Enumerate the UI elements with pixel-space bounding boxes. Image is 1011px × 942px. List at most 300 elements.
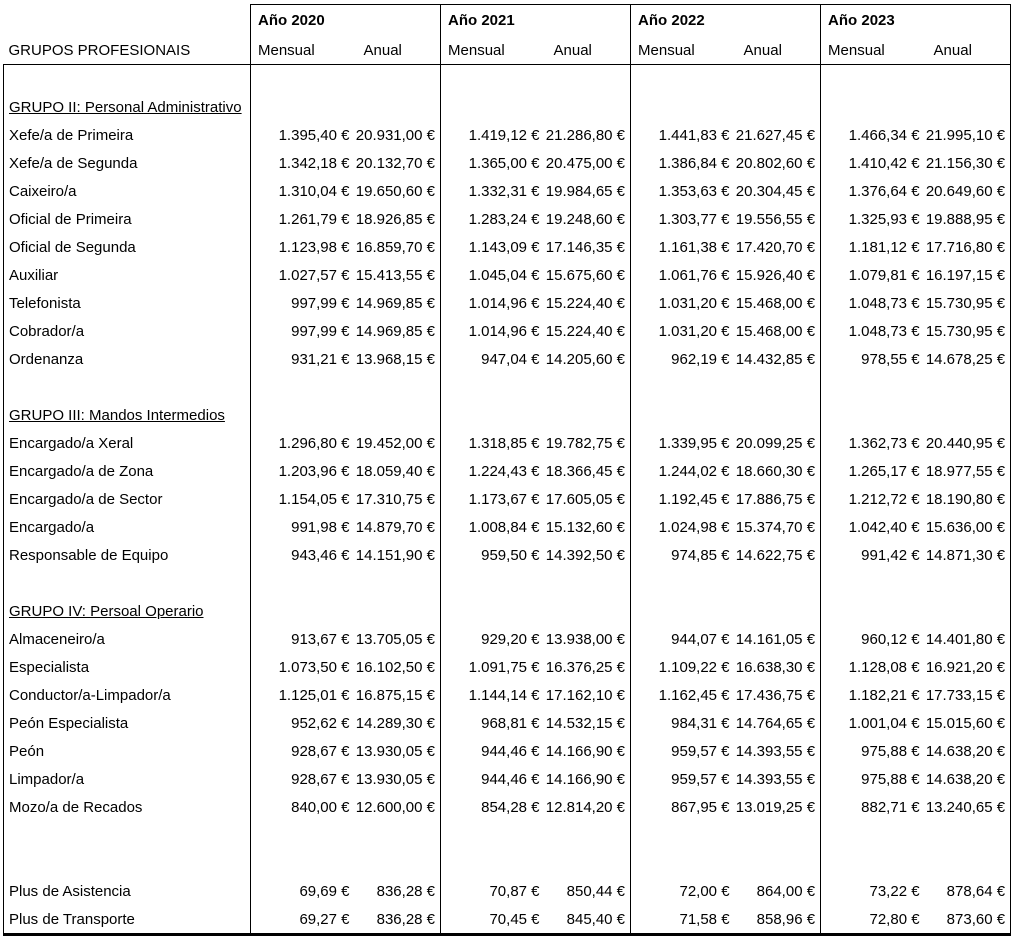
salary-value: 15.374,70 €: [735, 518, 816, 536]
salary-value: [925, 569, 1011, 597]
group-title: GRUPO IV: Persoal Operario: [9, 602, 204, 620]
table-row: [4, 541, 1011, 569]
salary-value: 14.969,85 €: [355, 322, 436, 340]
salary-value: 21.627,45 €: [735, 126, 816, 144]
salary-value: 14.638,20 €: [925, 765, 1011, 793]
salary-value: [251, 93, 355, 121]
row-label: Encargado/a Xeral: [4, 429, 251, 457]
row-label: Plus de Asistencia: [4, 877, 251, 905]
salary-value: 1.419,12 €: [441, 121, 545, 149]
salary-value: 19.650,60 €: [355, 182, 436, 200]
salary-value: 968,81 €: [441, 709, 545, 737]
row-label: Oficial de Primeira: [4, 205, 251, 233]
salary-value: 14.879,70 €: [355, 518, 436, 536]
row-label: Limpador/a: [4, 765, 251, 793]
salary-value: [925, 597, 1011, 625]
salary-value: 944,46 €: [441, 765, 545, 793]
salary-value: 14.393,55 €: [735, 742, 816, 760]
row-label: [4, 373, 251, 401]
salary-value: [631, 401, 735, 429]
salary-value: [821, 821, 925, 849]
table-row: [4, 709, 1011, 737]
corner-cell: [4, 5, 251, 37]
salary-value: [925, 65, 1011, 94]
salary-value: 17.886,75 €: [735, 490, 816, 508]
salary-value: [545, 569, 631, 597]
spacer-row: [4, 821, 1011, 849]
year-header-2023: Año 2023: [821, 5, 1011, 37]
salary-value: 882,71 €: [821, 793, 925, 821]
row-label: Encargado/a: [4, 513, 251, 541]
salary-value: 70,87 €: [441, 877, 545, 905]
salary-value: 16.197,15 €: [925, 261, 1011, 289]
salary-value: 1.342,18 €: [251, 149, 355, 177]
salary-value: 14.393,55 €: [735, 770, 816, 788]
table-row: [4, 457, 1011, 485]
salary-value: 14.151,90 €: [355, 546, 436, 564]
salary-value: 21.156,30 €: [925, 149, 1011, 177]
salary-value: 15.413,55 €: [355, 266, 436, 284]
salary-value: 1.339,95 €: [631, 429, 735, 457]
salary-value: [251, 597, 355, 625]
salary-value: 20.475,00 €: [545, 154, 626, 172]
salary-value: [545, 373, 631, 401]
spacer-row: [4, 65, 1011, 94]
salary-value: 15.636,00 €: [925, 513, 1011, 541]
salary-value: 14.166,90 €: [545, 770, 626, 788]
salary-value: 13.968,15 €: [355, 350, 436, 368]
salary-value: 14.622,75 €: [735, 546, 816, 564]
col-header-anual: Anual: [355, 36, 441, 65]
year-header-2021: Año 2021: [441, 5, 631, 37]
salary-value: 959,57 €: [631, 765, 735, 793]
salary-value: 1.318,85 €: [441, 429, 545, 457]
salary-value: 14.161,05 €: [735, 630, 816, 648]
row-label: Responsable de Equipo: [4, 541, 251, 569]
salary-value: 13.705,05 €: [355, 630, 436, 648]
salary-value: [925, 401, 1011, 429]
table-row: [4, 765, 1011, 793]
salary-value: 16.875,15 €: [355, 686, 436, 704]
salary-value: 14.289,30 €: [355, 714, 436, 732]
salary-value: [735, 597, 821, 625]
salary-value: 1.123,98 €: [251, 233, 355, 261]
group-title: GRUPO II: Personal Administrativo: [9, 98, 242, 116]
salary-value: 21.286,80 €: [545, 126, 626, 144]
salary-value: 13.938,00 €: [545, 630, 626, 648]
row-label: [4, 65, 251, 94]
salary-value: [441, 65, 545, 94]
salary-value: 867,95 €: [631, 793, 735, 821]
salary-value: 20.931,00 €: [355, 126, 436, 144]
salary-value: 1.303,77 €: [631, 205, 735, 233]
col-header-anual: Anual: [545, 36, 631, 65]
salary-value: 1.144,14 €: [441, 681, 545, 709]
row-label: Ordenanza: [4, 345, 251, 373]
salary-value: 1.173,67 €: [441, 485, 545, 513]
salary-value: [545, 93, 631, 121]
salary-value: [925, 849, 1011, 877]
salary-value: 1.014,96 €: [441, 317, 545, 345]
salary-value: 1.061,76 €: [631, 261, 735, 289]
salary-value: 70,45 €: [441, 905, 545, 935]
salary-value: 1.125,01 €: [251, 681, 355, 709]
salary-value: 1.362,73 €: [821, 429, 925, 457]
salary-value: 18.366,45 €: [545, 462, 626, 480]
table-row: [4, 121, 1011, 149]
salary-value: 913,67 €: [251, 625, 355, 653]
salary-value: 1.182,21 €: [821, 681, 925, 709]
salary-value: [251, 569, 355, 597]
salary-value: [821, 373, 925, 401]
salary-value: 1.224,43 €: [441, 457, 545, 485]
row-label: [4, 569, 251, 597]
salary-value: [251, 401, 355, 429]
row-label: Oficial de Segunda: [4, 233, 251, 261]
salary-value: 17.716,80 €: [925, 233, 1011, 261]
salary-value: 864,00 €: [756, 882, 816, 900]
salary-value: [735, 401, 821, 429]
spacer-row: [4, 373, 1011, 401]
salary-value: 17.605,05 €: [545, 490, 626, 508]
table-row: [4, 905, 1011, 935]
salary-value: 14.205,60 €: [545, 350, 626, 368]
salary-value: 1.008,84 €: [441, 513, 545, 541]
salary-value: 18.059,40 €: [355, 462, 436, 480]
salary-value: 962,19 €: [631, 345, 735, 373]
col-header-anual: Anual: [925, 36, 1011, 65]
salary-value: [441, 401, 545, 429]
table-row: [4, 261, 1011, 289]
salary-value: 1.031,20 €: [631, 289, 735, 317]
row-label: Xefe/a de Segunda: [4, 149, 251, 177]
row-label: Peón Especialista: [4, 709, 251, 737]
salary-value: [441, 373, 545, 401]
salary-value: 72,00 €: [631, 877, 735, 905]
salary-value: 1.283,24 €: [441, 205, 545, 233]
row-label: Almaceneiro/a: [4, 625, 251, 653]
salary-value: 1.376,64 €: [821, 177, 925, 205]
salary-value: 929,20 €: [441, 625, 545, 653]
salary-value: 20.304,45 €: [735, 182, 816, 200]
row-label: Caixeiro/a: [4, 177, 251, 205]
salary-value: 1.079,81 €: [821, 261, 925, 289]
salary-value: 845,40 €: [545, 905, 631, 935]
salary-value: 836,28 €: [376, 882, 436, 900]
salary-value: 959,57 €: [631, 737, 735, 765]
table-row: [4, 205, 1011, 233]
salary-value: 1.386,84 €: [631, 149, 735, 177]
col-header-mensual: Mensual: [441, 36, 545, 65]
salary-value: 1.109,22 €: [631, 653, 735, 681]
col-header-anual: Anual: [735, 36, 821, 65]
salary-value: 17.310,75 €: [355, 490, 436, 508]
salary-value: 14.678,25 €: [925, 345, 1011, 373]
salary-value: 21.995,10 €: [925, 121, 1011, 149]
salary-value: 1.024,98 €: [631, 513, 735, 541]
salary-value: 873,60 €: [925, 905, 1011, 935]
salary-value: 14.401,80 €: [925, 625, 1011, 653]
salary-value: 1.395,40 €: [251, 121, 355, 149]
salary-value: 997,99 €: [251, 317, 355, 345]
salary-value: 15.015,60 €: [925, 709, 1011, 737]
salary-value: 17.146,35 €: [545, 238, 626, 256]
salary-value: 1.128,08 €: [821, 653, 925, 681]
salary-value: [355, 93, 441, 121]
row-label: Telefonista: [4, 289, 251, 317]
salary-value: 1.048,73 €: [821, 317, 925, 345]
salary-value: [355, 849, 441, 877]
salary-value: 959,50 €: [441, 541, 545, 569]
col-header-mensual: Mensual: [821, 36, 925, 65]
col-header-mensual: Mensual: [631, 36, 735, 65]
salary-value: 1.466,34 €: [821, 121, 925, 149]
salary-value: 1.192,45 €: [631, 485, 735, 513]
salary-value: 978,55 €: [821, 345, 925, 373]
salary-value: 12.600,00 €: [355, 798, 436, 816]
salary-value: 974,85 €: [631, 541, 735, 569]
salary-value: 850,44 €: [566, 882, 626, 900]
row-label: Encargado/a de Zona: [4, 457, 251, 485]
row-label: [4, 849, 251, 877]
salary-value: 1.048,73 €: [821, 289, 925, 317]
spacer-row: [4, 849, 1011, 877]
salary-value: 20.649,60 €: [925, 177, 1011, 205]
salary-value: 1.143,09 €: [441, 233, 545, 261]
salary-value: [545, 401, 631, 429]
table-row: [4, 793, 1011, 821]
salary-value: 1.203,96 €: [251, 457, 355, 485]
table-row: [4, 317, 1011, 345]
salary-value: 12.814,20 €: [545, 798, 626, 816]
group-label-cell: [4, 401, 251, 429]
year-header-row: [4, 5, 1011, 37]
salary-value: [441, 597, 545, 625]
salary-value: 14.764,65 €: [735, 714, 816, 732]
salary-value: 928,67 €: [251, 765, 355, 793]
salary-value: [925, 821, 1011, 849]
salary-value: 18.660,30 €: [735, 462, 816, 480]
salary-value: 836,28 €: [355, 905, 441, 935]
group-row: [4, 597, 1011, 625]
salary-value: [251, 373, 355, 401]
group-row: [4, 401, 1011, 429]
salary-value: [821, 569, 925, 597]
row-label: Encargado/a de Sector: [4, 485, 251, 513]
col-header-mensual: Mensual: [251, 36, 355, 65]
salary-value: 984,31 €: [631, 709, 735, 737]
salary-value: 15.468,00 €: [735, 294, 816, 312]
salary-value: 16.859,70 €: [355, 238, 436, 256]
salary-value: 13.019,25 €: [735, 798, 816, 816]
salary-value: 1.073,50 €: [251, 653, 355, 681]
salary-value: 1.027,57 €: [251, 261, 355, 289]
salary-value: 13.930,05 €: [355, 742, 436, 760]
salary-value: 19.888,95 €: [925, 205, 1011, 233]
salary-value: 1.310,04 €: [251, 177, 355, 205]
salary-value: 1.265,17 €: [821, 457, 925, 485]
salary-value: 1.162,45 €: [631, 681, 735, 709]
salary-value: [735, 65, 821, 94]
salary-value: 878,64 €: [925, 877, 1011, 905]
table-row: [4, 681, 1011, 709]
salary-value: [631, 93, 735, 121]
table-row: [4, 345, 1011, 373]
salary-value: 1.031,20 €: [631, 317, 735, 345]
salary-value: 1.325,93 €: [821, 205, 925, 233]
salary-value: 13.930,05 €: [355, 770, 436, 788]
salary-value: 19.452,00 €: [355, 434, 436, 452]
salary-value: 943,46 €: [251, 541, 355, 569]
salary-value: [355, 65, 441, 94]
salary-value: 20.440,95 €: [925, 429, 1011, 457]
salary-value: 1.161,38 €: [631, 233, 735, 261]
salary-value: 16.376,25 €: [545, 658, 626, 676]
salary-value: 17.162,10 €: [545, 686, 626, 704]
table-row: [4, 625, 1011, 653]
salary-value: [631, 597, 735, 625]
salary-value: 19.984,65 €: [545, 182, 626, 200]
row-label: Xefe/a de Primeira: [4, 121, 251, 149]
spacer-row: [4, 569, 1011, 597]
salary-value: [925, 93, 1011, 121]
group-label-cell: [4, 597, 251, 625]
salary-value: 928,67 €: [251, 737, 355, 765]
table-row: [4, 877, 1011, 905]
table-title: GRUPOS PROFESIONAIS: [4, 36, 251, 65]
salary-value: 1.014,96 €: [441, 289, 545, 317]
row-label: Especialista: [4, 653, 251, 681]
salary-value: 1.244,02 €: [631, 457, 735, 485]
salary-table: [3, 4, 1011, 936]
table-row: [4, 737, 1011, 765]
salary-value: 952,62 €: [251, 709, 355, 737]
salary-value: [631, 65, 735, 94]
salary-value: 16.102,50 €: [355, 658, 436, 676]
salary-value: [251, 821, 355, 849]
salary-value: [735, 569, 821, 597]
salary-value: [821, 93, 925, 121]
salary-value: [545, 65, 631, 94]
salary-value: [355, 373, 441, 401]
row-label: Cobrador/a: [4, 317, 251, 345]
salary-value: [631, 569, 735, 597]
salary-value: 1.332,31 €: [441, 177, 545, 205]
salary-value: [251, 849, 355, 877]
salary-value: 840,00 €: [251, 793, 355, 821]
table-row: [4, 429, 1011, 457]
salary-value: 991,98 €: [251, 513, 355, 541]
row-label: Peón: [4, 737, 251, 765]
salary-value: [545, 849, 631, 877]
salary-value: 15.132,60 €: [545, 518, 626, 536]
salary-value: 14.432,85 €: [735, 350, 816, 368]
salary-value: 17.436,75 €: [735, 686, 816, 704]
salary-value: 15.730,95 €: [925, 317, 1011, 345]
salary-value: [735, 93, 821, 121]
salary-value: [355, 597, 441, 625]
salary-value: 14.392,50 €: [545, 546, 626, 564]
salary-value: [631, 849, 735, 877]
salary-value: 14.166,90 €: [545, 742, 626, 760]
salary-value: 69,27 €: [251, 905, 355, 935]
salary-value: [631, 373, 735, 401]
salary-value: 13.240,65 €: [925, 793, 1011, 821]
salary-value: 1.181,12 €: [821, 233, 925, 261]
salary-value: 20.099,25 €: [735, 434, 816, 452]
salary-value: 1.091,75 €: [441, 653, 545, 681]
salary-value: [821, 597, 925, 625]
salary-value: 1.261,79 €: [251, 205, 355, 233]
salary-value: [735, 373, 821, 401]
salary-value: 17.420,70 €: [735, 238, 816, 256]
salary-value: 19.782,75 €: [545, 434, 626, 452]
salary-value: 19.556,55 €: [735, 210, 816, 228]
salary-value: 14.532,15 €: [545, 714, 626, 732]
row-label: Plus de Transporte: [4, 905, 251, 935]
salary-value: 1.296,80 €: [251, 429, 355, 457]
salary-value: 975,88 €: [821, 737, 925, 765]
salary-value: 73,22 €: [821, 877, 925, 905]
salary-value: 1.001,04 €: [821, 709, 925, 737]
salary-value: 947,04 €: [441, 345, 545, 373]
salary-value: [821, 65, 925, 94]
salary-value: 15.468,00 €: [735, 322, 816, 340]
salary-value: [441, 849, 545, 877]
salary-value: [441, 569, 545, 597]
salary-value: 15.675,60 €: [545, 266, 626, 284]
salary-value: 1.353,63 €: [631, 177, 735, 205]
salary-value: 960,12 €: [821, 625, 925, 653]
table-row: [4, 233, 1011, 261]
table-row: [4, 513, 1011, 541]
salary-value: 975,88 €: [821, 765, 925, 793]
salary-value: 16.638,30 €: [735, 658, 816, 676]
salary-value: [631, 821, 735, 849]
salary-value: 15.926,40 €: [735, 266, 816, 284]
table-row: [4, 289, 1011, 317]
row-label: Mozo/a de Recados: [4, 793, 251, 821]
salary-value: 997,99 €: [251, 289, 355, 317]
salary-value: 1.045,04 €: [441, 261, 545, 289]
salary-value: [735, 849, 821, 877]
group-title: GRUPO III: Mandos Intermedios: [9, 406, 225, 424]
salary-value: 1.365,00 €: [441, 149, 545, 177]
salary-value: 71,58 €: [631, 905, 735, 935]
salary-value: [441, 821, 545, 849]
salary-value: 69,69 €: [251, 877, 355, 905]
salary-value: [355, 569, 441, 597]
salary-value: 858,96 €: [735, 905, 821, 935]
row-label: [4, 821, 251, 849]
column-header-row: [4, 36, 1011, 65]
salary-value: 20.132,70 €: [355, 154, 436, 172]
salary-value: 15.224,40 €: [545, 322, 626, 340]
salary-value: 16.921,20 €: [925, 653, 1011, 681]
table-row: [4, 653, 1011, 681]
salary-value: [735, 821, 821, 849]
salary-value: [355, 401, 441, 429]
table-row: [4, 177, 1011, 205]
salary-value: 15.730,95 €: [925, 289, 1011, 317]
salary-value: 72,80 €: [821, 905, 925, 935]
salary-value: 15.224,40 €: [545, 294, 626, 312]
salary-value: [251, 65, 355, 94]
group-row: [4, 93, 1011, 121]
salary-value: 17.733,15 €: [925, 681, 1011, 709]
salary-value: 18.190,80 €: [925, 485, 1011, 513]
salary-value: 20.802,60 €: [735, 154, 816, 172]
